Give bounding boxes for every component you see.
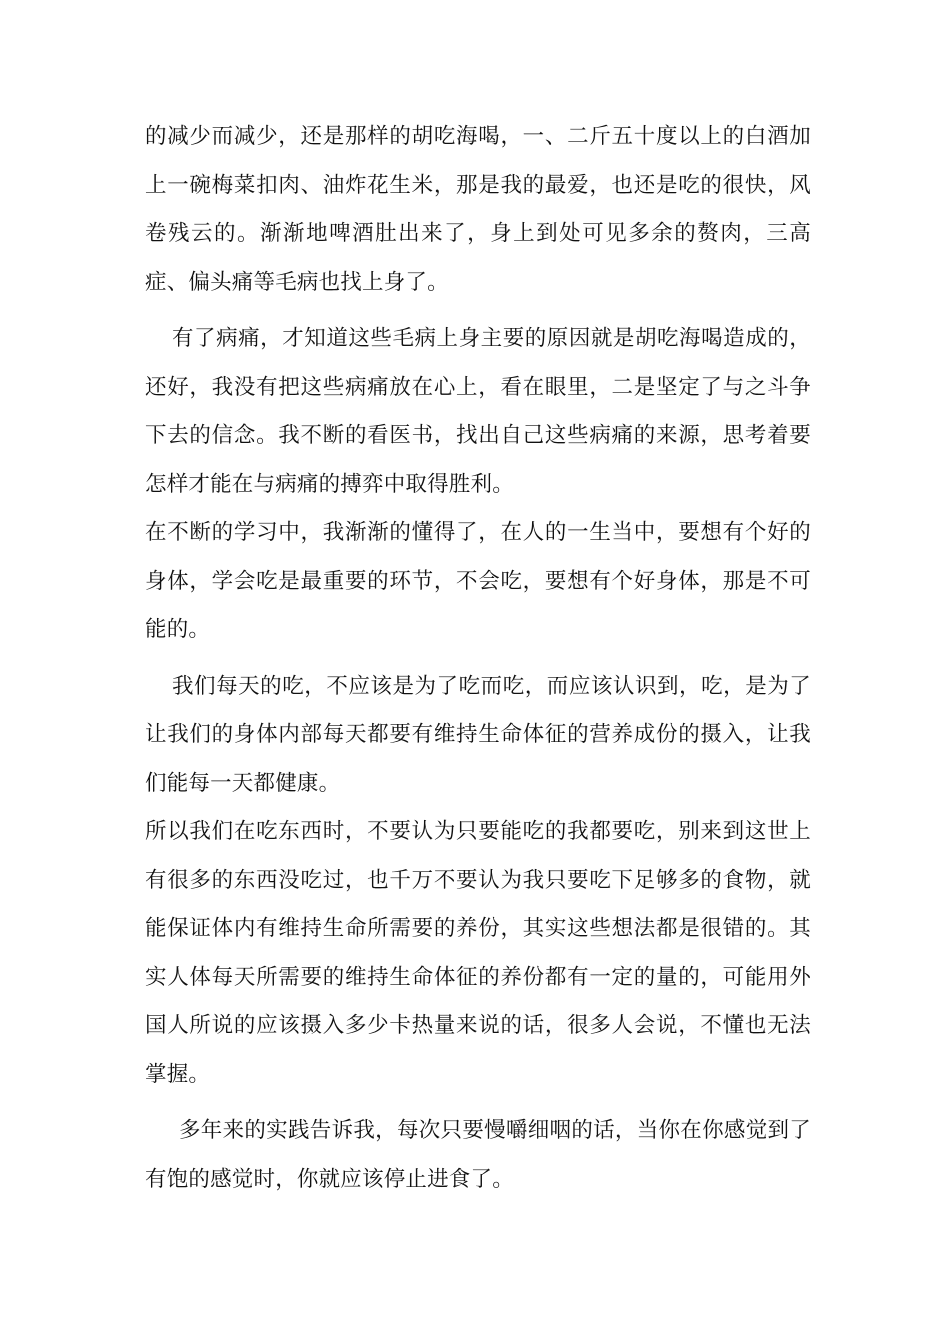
document-body	[145, 113, 811, 1204]
paragraph-4: 我们每天的吃，不应该是为了吃而吃，而应该认识到，吃，是为了让我们的身体内部每天都要有维持生命体征的营养成份的摄入，让我们能每一天都健康。	[145, 673, 811, 796]
paragraph-2: 有了病痛，才知道这些毛病上身主要的原因就是胡吃海喝造成的，还好，我没有把这些病痛放在心上，看在眼里，二是坚定了与之斗争下去的信念。我不断的看医书，找出自己这些病痛的来源，思考着要怎样才能在与病痛的搏弈中取得胜利。	[145, 326, 811, 497]
paragraph-3: 在不断的学习中，我渐渐的懂得了，在人的一生当中，要想有个好的身体，学会吃是最重要的环节，不会吃，要想有个好身体，那是不可能的。	[145, 520, 811, 642]
paragraph-6: 多年来的实践告诉我，每次只要慢嚼细咽的话，当你在你感觉到了有饱的感觉时，你就应该停止进食了。	[145, 1118, 811, 1192]
paragraph-5: 所以我们在吃东西时，不要认为只要能吃的我都要吃，别来到这世上有很多的东西没吃过，也千万不要认为我只要吃下足够多的食物，就能保证体内有维持生命所需要的养份，其实这些想法都是很错的。其实人体每天所需要的维持生命体征的养份都有一定的量的，可能用外国人所说的应该摄入多少卡热量来说的话，很多人会说，不懂也无法掌握。	[145, 819, 811, 1087]
paragraph-1: 的减少而减少，还是那样的胡吃海喝，一、二斤五十度以上的白酒加上一碗梅菜扣肉、油炸花生米，那是我的最爱，也还是吃的很快，风卷残云的。渐渐地啤酒肚出来了，身上到处可见多余的赘肉，三高症、偏头痛等毛病也找上身了。	[145, 124, 811, 295]
